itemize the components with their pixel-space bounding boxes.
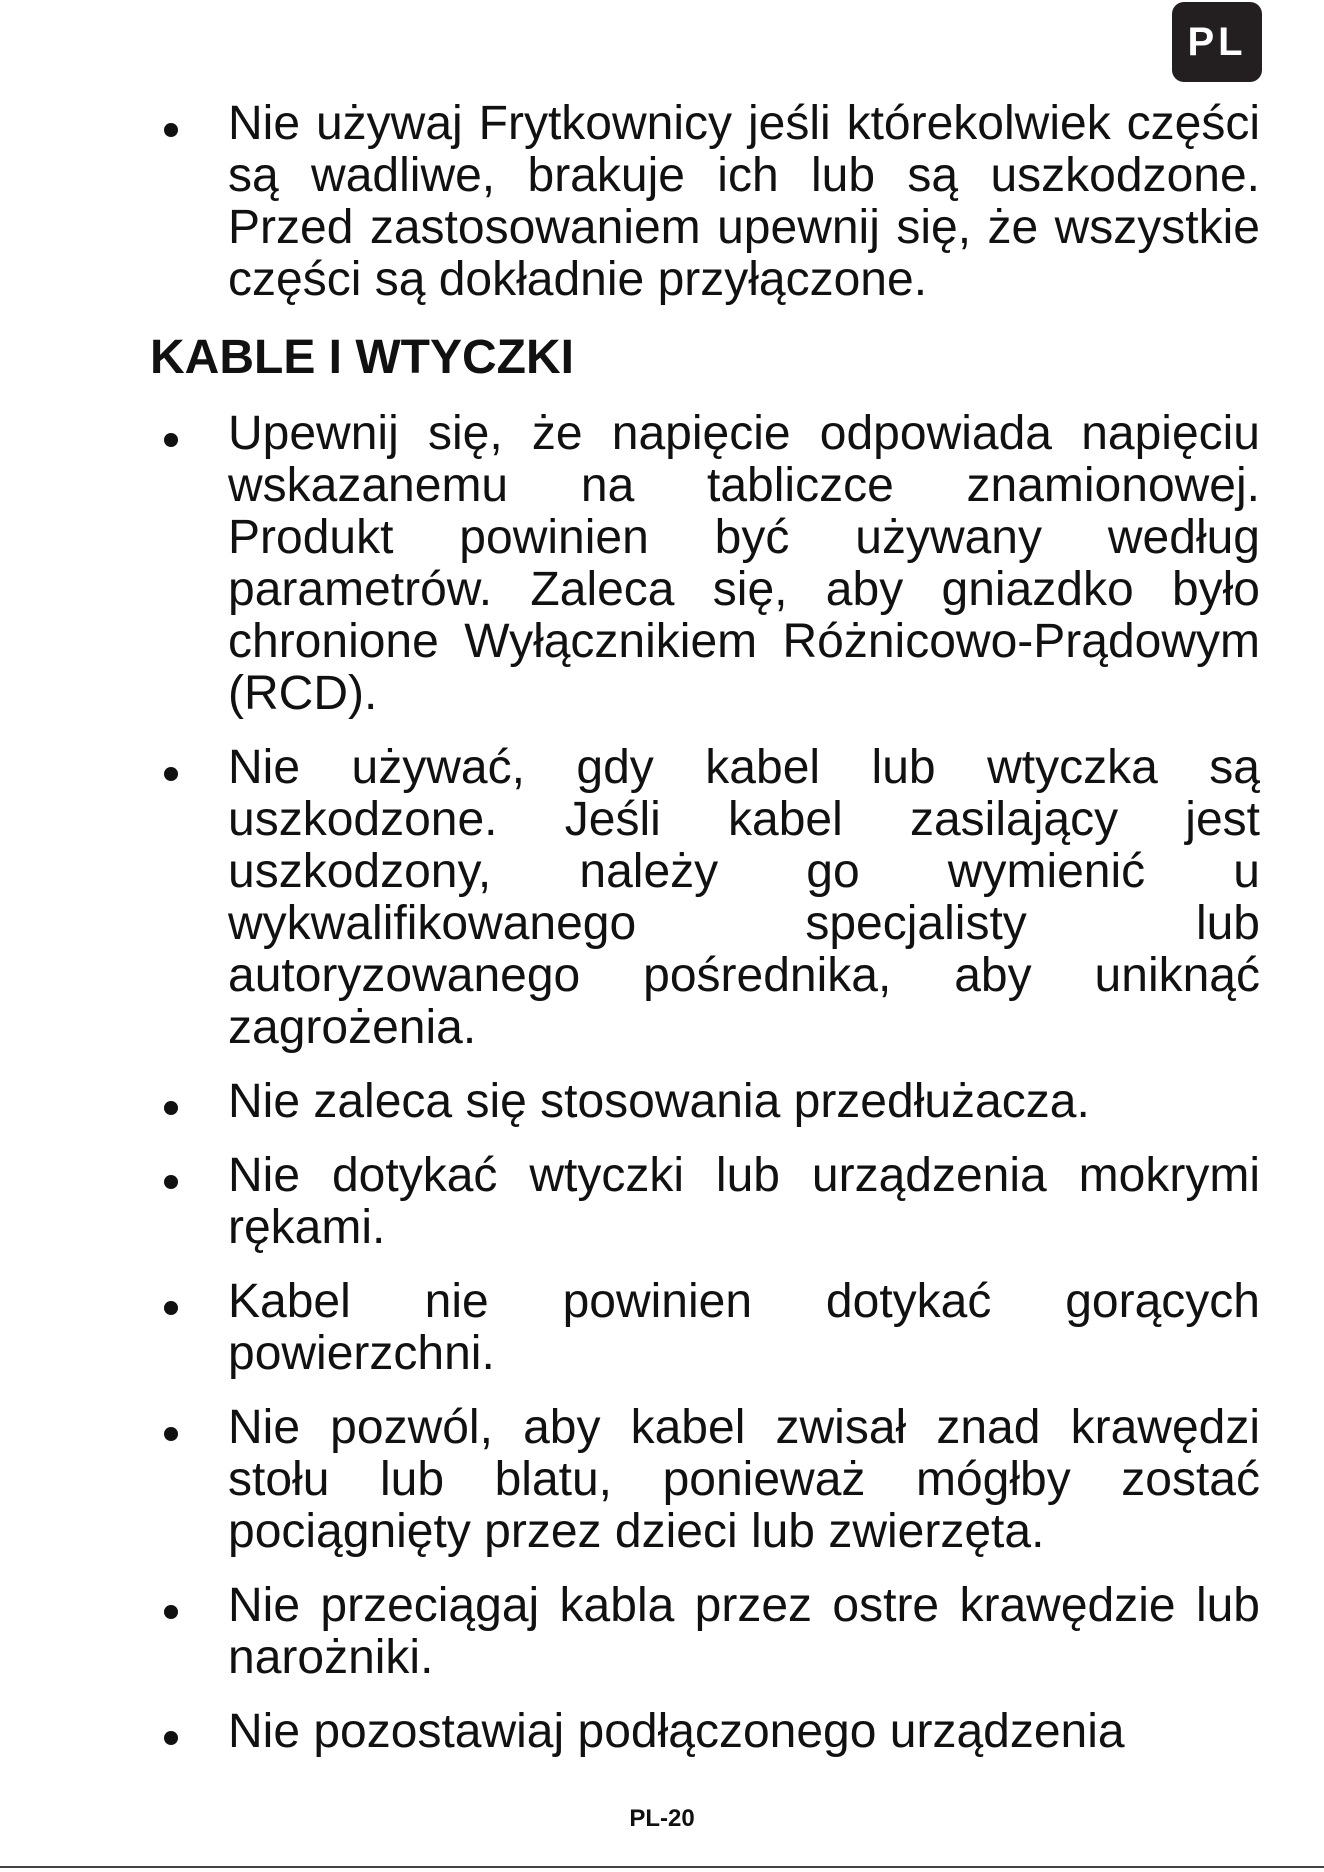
bullet-dot-icon (164, 767, 178, 781)
bullet-dot-icon (164, 1301, 178, 1315)
page-number: PL-20 (629, 1805, 695, 1832)
section-heading: KABLE I WTYCZKI (150, 331, 574, 384)
bullet-dot-icon (164, 1101, 178, 1115)
bullet-dot-icon (164, 433, 178, 447)
list-item (150, 1402, 1260, 1558)
bullet-dot-icon (164, 123, 178, 137)
list-item-text: Nie używać, gdy kabel lub wtyczka są uszkodzone. Jeśli kabel zasilający jest uszkodzony, należy go wymienić u wykwalifikowanego specjalisty lub autoryzowanego pośrednika, aby uniknąć zagrożenia. (228, 741, 1260, 1054)
list-item-text: Nie zaleca się stosowania przedłużacza. (228, 1075, 1090, 1128)
bullet-dot-icon (164, 1731, 178, 1745)
bullet-dot-icon (164, 1605, 178, 1619)
list-item-text: Kabel nie powinien dotykać gorących powierzchni. (228, 1275, 1260, 1380)
list-item (150, 1276, 1260, 1380)
bullet-dot-icon (164, 1427, 178, 1441)
bullet-dot-icon (164, 1175, 178, 1189)
document-body (150, 98, 1260, 1780)
list-item (150, 742, 1260, 1054)
list-item (150, 1076, 1260, 1128)
list-item (150, 408, 1260, 720)
list-item (150, 98, 1260, 306)
list-item-text: Nie przeciągaj kabla przez ostre krawędzie lub narożniki. (228, 1579, 1260, 1684)
list-item-text: Nie pozostawiaj podłączonego urządzenia (228, 1705, 1125, 1758)
list-item (150, 1150, 1260, 1254)
language-badge (1172, 2, 1262, 82)
list-item (150, 1580, 1260, 1684)
list-item-text: Upewnij się, że napięcie odpowiada napięciu wskazanemu na tabliczce znamionowej. Produkt powinien być używany według parametrów. Zaleca się, aby gniazdko było chronione Wyłącznikiem Różnicowo-Prądowym (RCD). (228, 407, 1260, 720)
list-item-text: Nie pozwól, aby kabel zwisał znad krawędzi stołu lub blatu, ponieważ mógłby zostać pociągnięty przez dzieci lub zwierzęta. (228, 1401, 1260, 1558)
page-bottom-rule (0, 1866, 1324, 1868)
list-item-text: Nie dotykać wtyczki lub urządzenia mokrymi rękami. (228, 1149, 1260, 1254)
list-item-text: Nie używaj Frytkownicy jeśli którekolwiek części są wadliwe, brakuje ich lub są uszkodzone. Przed zastosowaniem upewnij się, że wszystkie części są dokładnie przyłączone. (228, 97, 1260, 306)
list-item (150, 1706, 1260, 1758)
language-badge-label: PL (1187, 19, 1247, 64)
